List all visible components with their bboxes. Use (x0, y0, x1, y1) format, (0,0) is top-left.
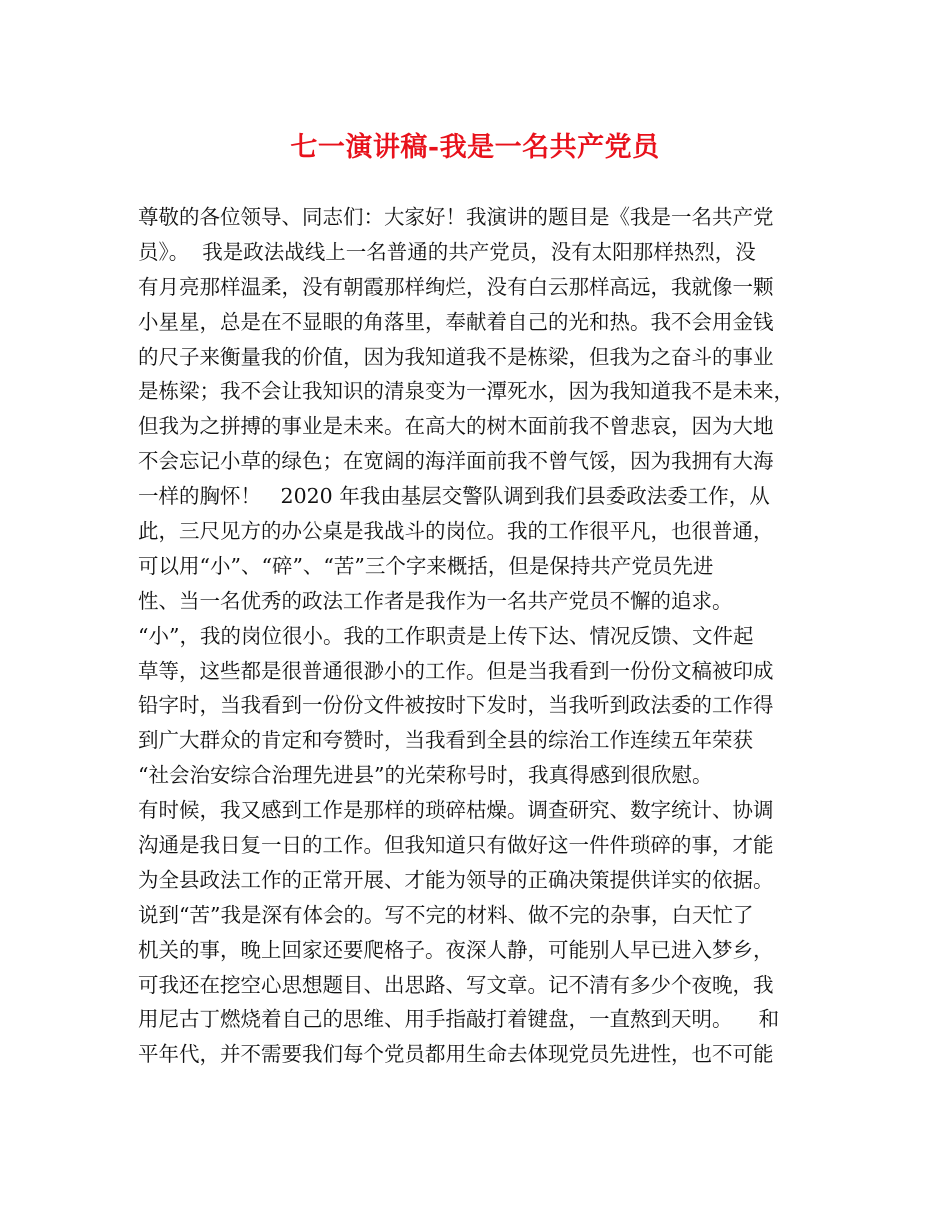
body-line: 小星星，总是在不显眼的角落里，奉献着自己的光和热。我不会用金钱 (138, 309, 774, 334)
body-line: 说到“苦”我是深有体会的。写不完的材料、做不完的杂事，白天忙了 (138, 902, 754, 927)
body-line: 尊敬的各位领导、同志们：大家好！我演讲的题目是《我是一名共产党 (138, 205, 774, 229)
document-title: 七一演讲稿-我是一名共产党员 (290, 132, 660, 163)
body-line: 但我为之拼搏的事业是未来。在高大的树木面前我不曾悲哀，因为大地 (138, 414, 774, 439)
body-line: 有时候，我又感到工作是那样的琐碎枯燥。调查研究、数字统计、协调 (138, 798, 774, 823)
body-line: 可以用“小”、“碎”、“苦”三个字来概括，但是保持共产党员先进 (138, 553, 714, 578)
body-line: 性、当一名优秀的政法工作者是我作为一名共产党员不懈的追求。 (138, 588, 733, 613)
body-line: 为全县政法工作的正常开展、才能为领导的正确决策提供详实的依据。 (138, 867, 774, 892)
body-line: 员》。 我是政法战线上一名普通的共产党员，没有太阳那样热烈，没 (138, 239, 756, 264)
body-line: “小”，我的岗位很小。我的工作职责是上传下达、情况反馈、文件起 (138, 623, 754, 648)
body-line: 到广大群众的肯定和夸赞时，当我看到全县的综治工作连续五年荣获 (138, 728, 753, 753)
body-line: 平年代，并不需要我们每个党员都用生命去体现党员先进性，也不可能 (138, 1042, 774, 1067)
body-line: 是栋梁；我不会让我知识的清泉变为一潭死水，因为我知道我不是未来， (138, 379, 794, 404)
body-line: 机关的事，晚上回家还要爬格子。夜深人静，可能别人早已进入梦乡， (138, 937, 774, 962)
body-line: 用尼古丁燃烧着自己的思维、用手指敲打着键盘，一直熬到天明。 和 (138, 1007, 780, 1032)
body-line: 有月亮那样温柔，没有朝霞那样绚烂，没有白云那样高远，我就像一颗 (138, 274, 774, 299)
body-line: 铅字时，当我看到一份份文件被按时下发时，当我听到政法委的工作得 (138, 693, 774, 718)
body-line: 沟通是我日复一日的工作。但我知道只有做好这一件件琐碎的事，才能 (138, 833, 774, 858)
body-line: 可我还在挖空心思想题目、出思路、写文章。记不清有多少个夜晚，我 (138, 972, 774, 997)
body-line: 一样的胸怀！ 2020 年我由基层交警队调到我们县委政法委工作，从 (138, 484, 770, 509)
body-line: “社会治安综合治理先进县”的光荣称号时，我真得感到很欣慰。 (138, 763, 713, 788)
body-line: 不会忘记小草的绿色；在宽阔的海洋面前我不曾气馁，因为我拥有大海 (138, 449, 774, 474)
document-body (138, 200, 828, 1072)
body-line: 此，三尺见方的办公桌是我战斗的岗位。我的工作很平凡，也很普通， (138, 519, 774, 544)
body-line: 草等，这些都是很普通很渺小的工作。但是当我看到一份份文稿被印成 (138, 658, 774, 683)
body-line: 的尺子来衡量我的价值，因为我知道我不是栋梁，但我为之奋斗的事业 (138, 344, 774, 369)
